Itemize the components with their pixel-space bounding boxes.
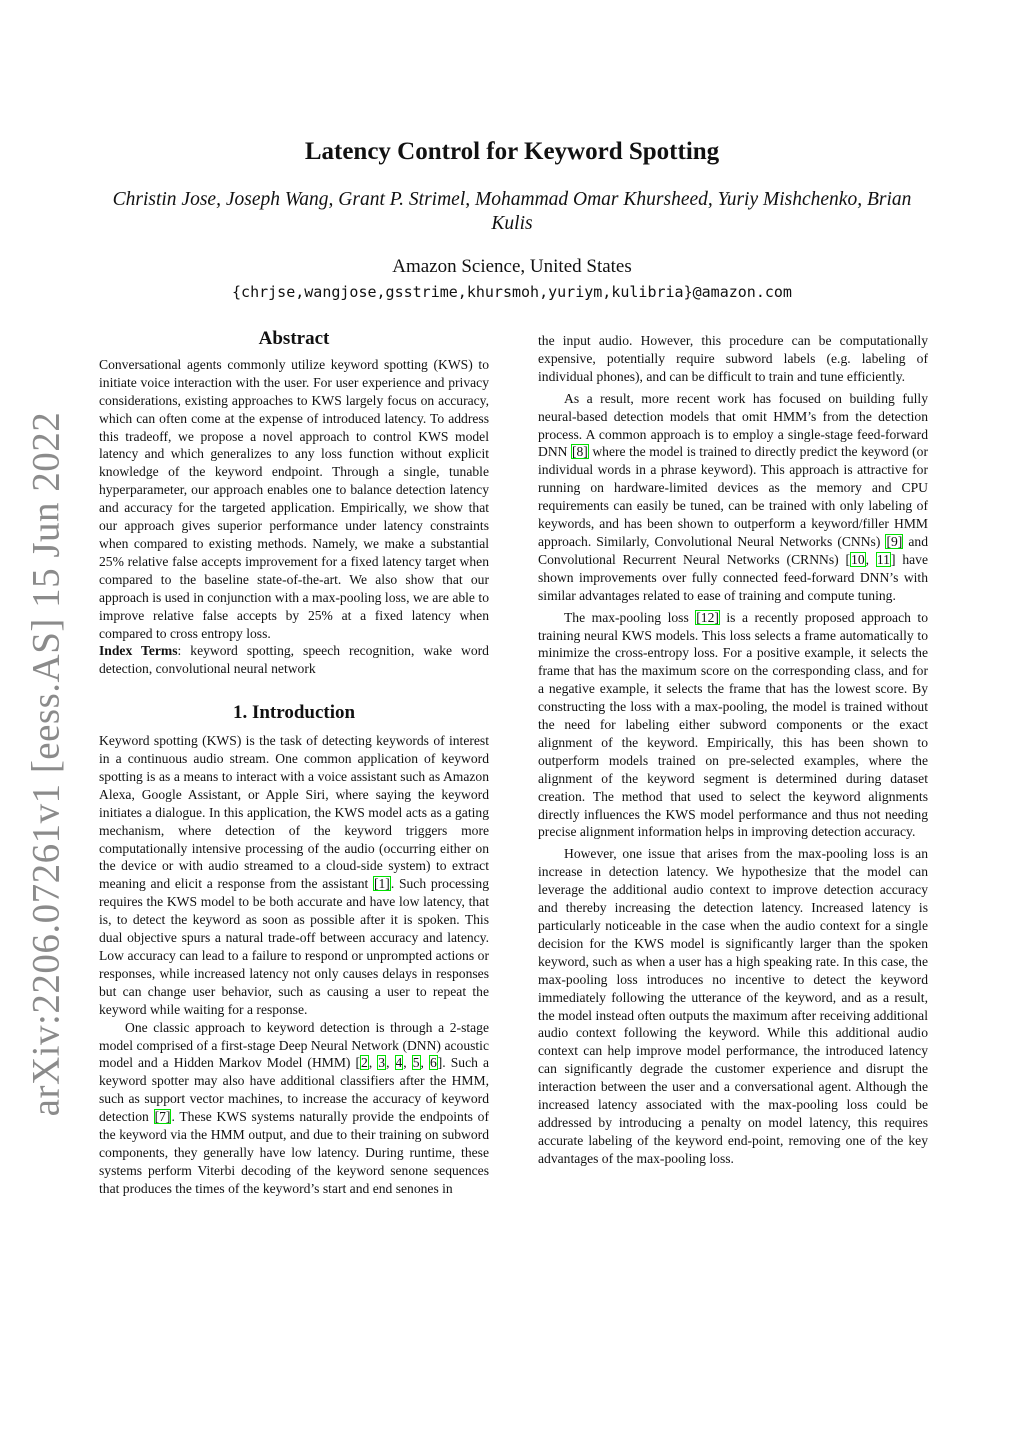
intro-p1-text-a: Keyword spotting (KWS) is the task of detecting keywords of interest in a continuous audio stream. One common application of keyword spotting is as a means to interact with a voice assistant such as Amazon Alexa, Google Assistant, or Apple Siri, where saying the keyword initiates a dialogue. In this application, the KWS model acts as a gating mechanism, where detection of the keyword triggers more computationally intensive processing of the audio (occurring either on the device or with audio streamed to a cloud-side system) to extract meaning and elicit a response from the assistant	[99, 733, 489, 892]
intro-paragraph-2: One classic approach to keyword detection is through a 2-stage model comprised of a first-stage Deep Neural Network (DNN) acoustic model and a Hidden Markov Model (HMM) [2, 3, 4, 5, 6]. Such a keyword spotter may also have additional classifiers after the HMM, such as support vector machines, to increase the accuracy of keyword detection [7]. These KWS systems naturally provide the endpoints of the keyword via the HMM output, and due to their training on subword components, they generally have low latency. During runtime, these systems perform Viterbi decoding of the keyword senone sequences that produces the times of the keyword’s start and end senones in	[99, 1019, 489, 1196]
right-paragraph-2: As a result, more recent work has focused on building fully neural-based detection models that omit HMM’s from the detection process. A common approach is to employ a single-stage feed-forward DNN [8] where the model is trained to directly predict the keyword (or individual words in a phrase keyword). This approach is attractive for running on hardware-limited devices as the memory and CPU requirements can easily be tuned, can be trained with only labeling of keywords, and has been shown to outperform a keyword/filler HMM approach. Similarly, Convolutional Neural Networks (CNNs) [9] and Convolutional Recurrent Neural Networks (CRNNs) [10, 11] have shown improvements over fully connected feed-forward DNN’s with similar advantages related to ease of training and compute tuning.	[538, 390, 929, 603]
citation-link[interactable]: [1]	[373, 876, 390, 892]
intro-p2-text-b: . Such a keyword spotter may also have additional classifiers after the HMM, such as support vector machines, to increase the accuracy of keyword detection	[99, 1055, 489, 1125]
right-p2-text-a: As a result, more recent work has focused on building fully neural-based detection models that omit HMM’s from the detection process. A common approach is to employ a single-stage feed-forward DNN	[538, 390, 928, 460]
right-p3-text-a: The max-pooling loss	[564, 609, 696, 625]
paper-title: Latency Control for Keyword Spotting	[304, 138, 720, 165]
right-p2-text-d: have shown improvements over fully connected feed-forward DNN’s with similar advantages related to ease of training and compute tuning.	[538, 551, 928, 603]
author-emails: {chrjse,wangjose,gsstrime,khursmoh,yuriym,kulibria}@amazon.com	[232, 283, 792, 301]
arxiv-identifier: arXiv:2206.07261v1 [eess.AS] 15 Jun 2022	[24, 411, 68, 1117]
right-paragraph-3	[538, 609, 928, 842]
abstract-text	[99, 356, 489, 678]
introduction-heading: 1. Introduction	[232, 702, 356, 724]
citation-link[interactable]: 2	[361, 1055, 368, 1071]
right-p2-text-c: and Convolutional Recurrent Neural Networks (CRNNs)	[538, 533, 928, 567]
citation-link[interactable]: 3	[378, 1055, 386, 1071]
citation-link[interactable]: [9]	[886, 533, 903, 549]
citation-link[interactable]: 10	[851, 551, 865, 567]
right-paragraph-4: However, one issue that arises from the max-pooling loss is an increase in detection latency. We hypothesize that the model can leverage the additional audio context to improve detection accuracy and thereby increasing the detection latency. Increased latency is particularly noticeable in the case when the audio context for a single decision for the KWS model is significantly larger than the spoken keyword, such as when a user has a high speaking rate. In this case, the max-pooling loss introduces no incentive to detect the keyword immediately following the utterance of the keyword, and as a result, the model instead often outputs the maximum after receiving additional audio context following the keyword. While this additional audio context can help improve model performance, the introduced latency can significantly degrade the customer experience and disrupt the interaction between the user and a conversational agent. Although the increased latency associated with the max-pooling loss could be addressed by introducing a penalty on model latency, this requires accurate labeling of the keyword end-point, removing one of the key advantages of the max-pooling loss.	[538, 846, 928, 1166]
index-terms: : keyword spotting, speech recognition, wake word detection, convolutional neural network	[99, 643, 489, 677]
author-list: Christin Jose, Joseph Wang, Grant P. Strimel, Mohammad Omar Khursheed, Yuriy Mishchenko, Brian Kulis	[112, 189, 912, 234]
intro-paragraph-1	[99, 732, 489, 1019]
citation-link[interactable]: 4	[395, 1055, 403, 1071]
intro-p2-text-c: . These KWS systems naturally provide the endpoints of the keyword via the HMM output, and due to their training on subword components, they generally have low latency. During runtime, these systems perform Viterbi decoding of the keyword senone sequences that produces the times of the keyword’s start and end senones in	[99, 1109, 489, 1196]
intro-p2-text-a: One classic approach to keyword detection is through a 2-stage model comprised of a first-stage Deep Neural Network (DNN) acoustic model and a Hidden Markov Model (HMM)	[99, 1019, 489, 1071]
citation-link[interactable]: [7]	[154, 1109, 171, 1125]
citation-link[interactable]: [8]	[571, 444, 588, 460]
intro-p1-text-b: . Such processing requires the KWS model to be both accurate and have low latency, that is, to detect the keyword as soon as possible after it is spoken. This dual objective spurs a natural trade-off between accuracy and latency. Low accuracy can lead to a failure to respond or unprompted actions or responses, while increased latency not only causes delays in responses but can change user behavior, such as causing a user to repeat the keyword while waiting for a response.	[99, 876, 489, 1017]
left-column	[99, 330, 489, 1198]
affiliation: Amazon Science, United States	[392, 256, 632, 277]
arxiv-sidebar	[24, 411, 68, 1117]
right-p3-text-b: is a recently proposed approach to training neural KWS models. This loss selects a frame automatically to minimize the cross-entropy loss. For a positive example, it selects the frame that has the maximum score on the corresponding class, and for a negative example, it selects the frame that has the lowest score. By constructing the loss with a max-pooling, the model is trained without the need for labeling either subword components or the exact alignment of the keyword. Empirically, this has been shown to outperform models trained on pre-selected examples, where the alignment of the keyword segment is determined during dataset creation. The method that used to select the keyword alignments directly influences the KWS model performance and thus not needing precise alignment information helps in improving detection accuracy.	[538, 609, 928, 840]
right-paragraph-1: the input audio. However, this procedure can be computationally expensive, potentially require subword labels (e.g. labeling of individual phones), and can be difficult to train and tune efficiently.	[538, 333, 928, 384]
abstract-heading: Abstract	[258, 328, 330, 349]
abstract-body: Conversational agents commonly utilize keyword spotting (KWS) to initiate voice interaction with the user. For user experience and privacy considerations, existing approaches to KWS largely focus on accuracy, which can often come at the expense of introduced latency. To address this tradeoff, we propose a novel approach to control KWS model latency and which generalizes to any loss function without explicit knowledge of the keyword endpoint. Through a single, tunable hyperparameter, our approach enables one to balance detection latency and accuracy for the targeted application. Empirically, we show that our approach gives superior performance under latency constraints when compared to existing methods. Namely, we make a substantial 25% relative false accepts improvement for a fixed latency target when compared to the baseline state-of-the-art. We also show that our approach is used in conjunction with a max-pooling loss, we are able to improve relative false accepts by 25% at a fixed latency when compared to cross entropy loss.	[99, 356, 489, 641]
right-column	[538, 332, 928, 1168]
right-p2-text-b: where the model is trained to directly predict the keyword (or individual words in a phrase keyword). This approach is attractive for running on hardware-limited devices as the memory and CPU requirements can easily be tuned, can be trained with only labeling of keywords, and has been shown to outperform a keyword/filler HMM approach. Similarly, Convolutional Neural Networks (CNNs)	[538, 444, 929, 549]
citation-link[interactable]: 6	[429, 1055, 437, 1071]
index-terms-label: Index Terms	[99, 643, 178, 659]
citation-link[interactable]: 5	[412, 1055, 420, 1071]
citation-link[interactable]: 11	[876, 551, 890, 567]
citation-link[interactable]: [12]	[696, 609, 719, 625]
